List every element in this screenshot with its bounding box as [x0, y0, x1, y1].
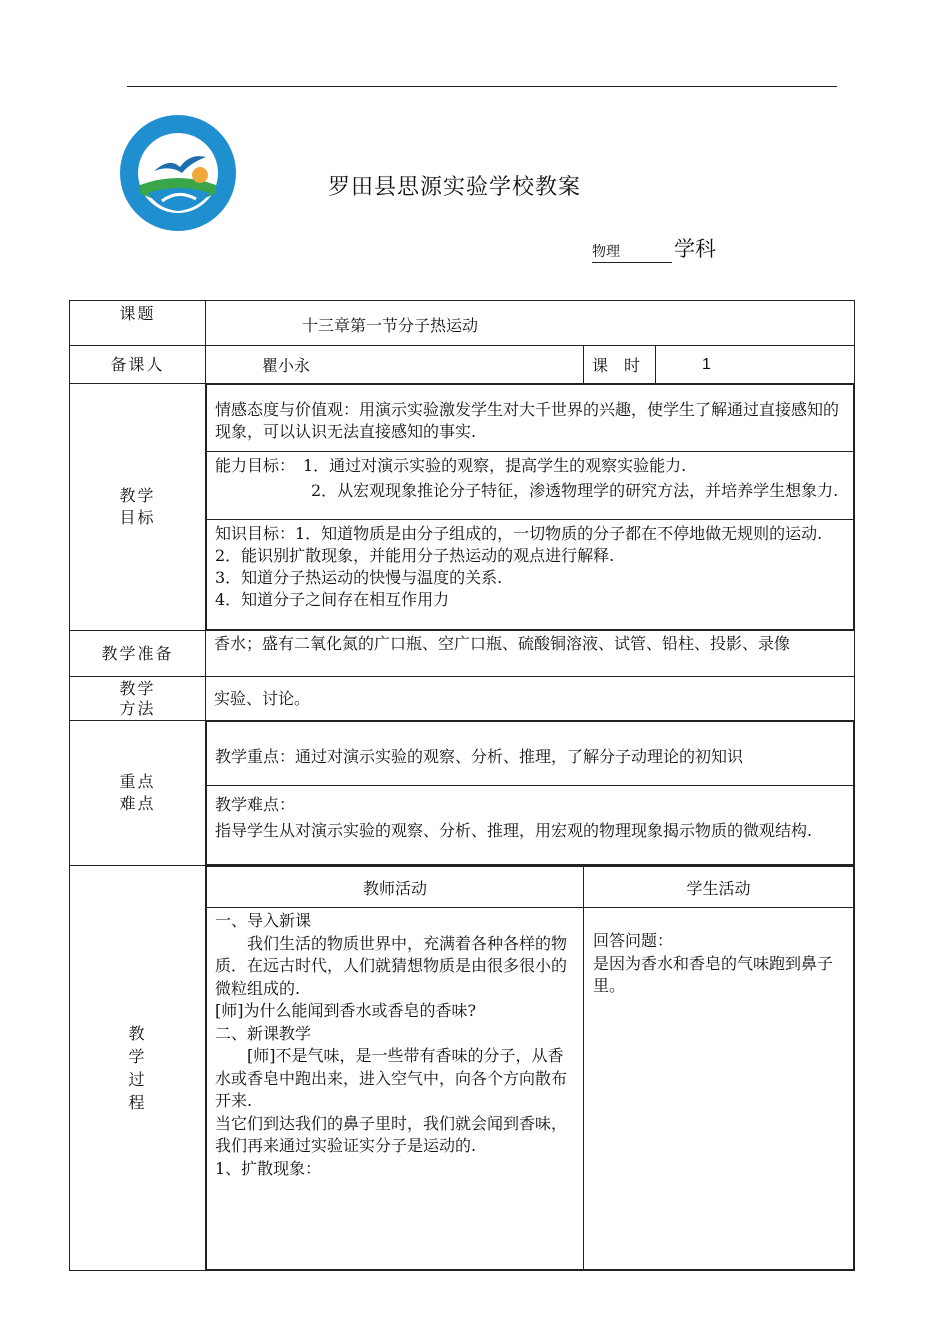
school-logo: [118, 113, 238, 233]
teacher-line: 一、导入新课: [215, 911, 312, 930]
key-focus: 教学重点：通过对演示实验的观察、分析、推理，了解分子动理论的初知识: [207, 722, 854, 786]
subject-line: [592, 233, 716, 263]
teacher-line: 我们生活的物质世界中，充满着各种各样的物质．在远古时代，人们就猜想物质是由很多很小的微粒组成的.: [215, 933, 568, 998]
process-label: 教 学 过 程: [70, 866, 206, 1271]
prep-label: 教学准备: [70, 631, 206, 677]
teacher-line: 二、新课教学: [215, 1023, 312, 1043]
teacher-line: [师]为什么能闻到香水或香皂的香味?: [215, 1001, 477, 1020]
teacher-line: 当它们到达我们的鼻子里时，我们就会闻到香味，我们再来通过实验证实分子是运动的.: [215, 1113, 568, 1155]
student-line: 是因为香水和香皂的气味跑到鼻子里。: [593, 953, 834, 995]
objective-emotion: 情感态度与价值观：用演示实验激发学生对大千世界的兴趣，使学生了解通过直接感知的现象，可以认识无法直接感知的事实.: [207, 385, 854, 452]
objective-knowledge-1: 知识目标：1．知道物质是由分子组成的，一切物质的分子都在不停地做无规则的运动.: [215, 524, 823, 543]
student-line: 回答问题：: [593, 931, 674, 950]
objective-ability-2: 2．从宏观现象推论分子特征，渗透物理学的研究方法，并培养学生想象力.: [311, 481, 839, 500]
preparer-label: 备课人: [70, 346, 206, 384]
subject-name: 物理: [592, 241, 672, 263]
method-value: 实验、讨论。: [206, 677, 855, 721]
student-activity: [584, 908, 854, 1270]
key-difficulty-body: 指导学生从对演示实验的观察、分析、推理，用宏观的物理现象揭示物质的微观结构.: [215, 821, 813, 840]
objectives-label: 教学 目标: [70, 384, 206, 631]
teacher-activity: [207, 908, 584, 1270]
topic-label: 课题: [70, 301, 206, 346]
objective-ability-1: 能力目标： 1．通过对演示实验的观察，提高学生的观察实验能力.: [215, 456, 687, 475]
subject-suffix: 学科: [674, 237, 716, 261]
student-header: 学生活动: [584, 867, 854, 908]
header-rule: [127, 86, 837, 87]
keypoints-label: 重点 难点: [70, 721, 206, 866]
lesson-plan-table: [69, 300, 855, 1271]
objective-knowledge-4: 4．知道分子之间存在相互作用力: [215, 590, 450, 609]
topic-value: 十三章第一节分子热运动: [206, 301, 855, 346]
teacher-line: [师]不是气味，是一些带有香味的分子，从香水或香皂中跑出来，进入空气中，向各个方向散布开来.: [215, 1046, 568, 1110]
objective-knowledge-3: 3．知道分子热运动的快慢与温度的关系.: [215, 568, 503, 587]
teacher-header: 教师活动: [207, 867, 584, 908]
teacher-line: 1、扩散现象：: [215, 1158, 322, 1178]
period-value: 1: [656, 346, 855, 384]
prep-value: 香水；盛有二氧化氮的广口瓶、空广口瓶、硫酸铜溶液、试管、铅柱、投影、录像: [206, 631, 855, 677]
school-title: 罗田县思源实验学校教案: [328, 175, 582, 200]
period-label: 课 时: [584, 346, 656, 384]
key-difficulty-title: 教学难点：: [215, 795, 296, 814]
method-label: 教学 方法: [70, 677, 206, 721]
objective-knowledge-2: 2．能识别扩散现象，并能用分子热运动的观点进行解释.: [215, 546, 615, 565]
preparer-value: 瞿小永: [206, 346, 584, 384]
